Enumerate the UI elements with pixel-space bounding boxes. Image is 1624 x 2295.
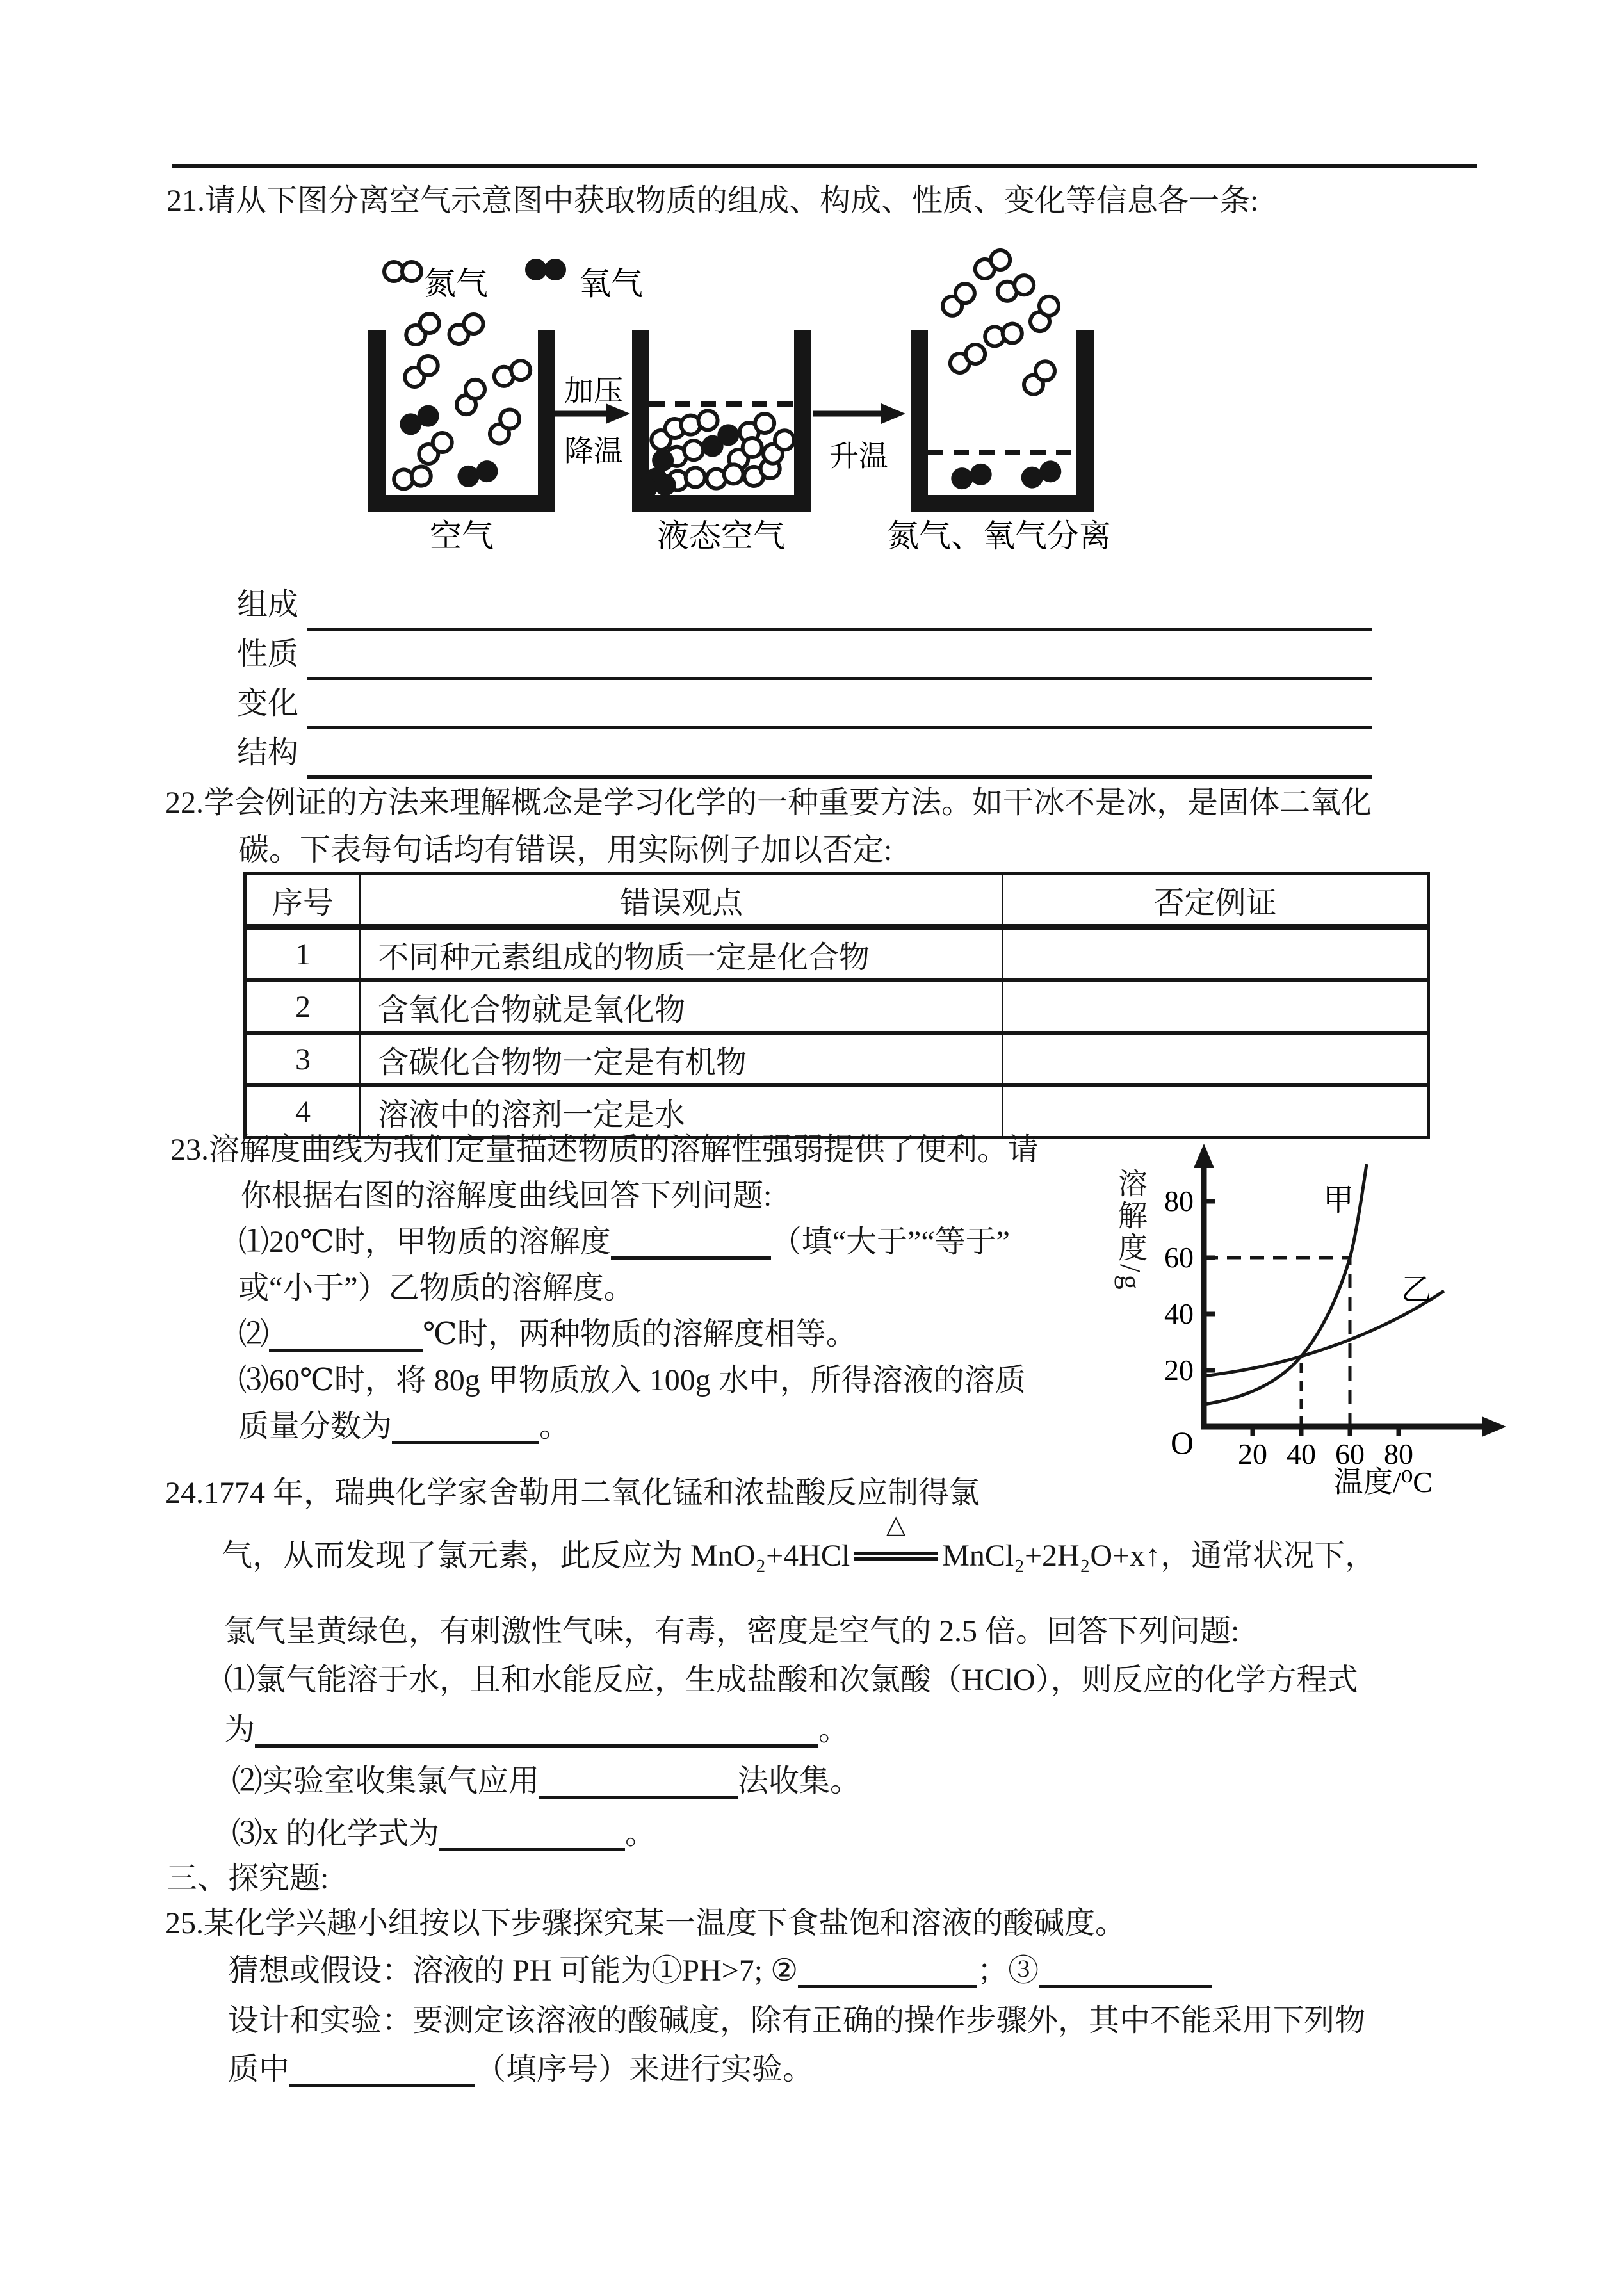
fill-label: 组成 xyxy=(237,588,299,622)
question-text: 法收集。 xyxy=(738,1764,861,1798)
beaker-separated-label: 氮气、氧气分离 xyxy=(887,518,1111,554)
question-text: ；③ xyxy=(977,1954,1039,1988)
beaker-wall xyxy=(1076,330,1094,512)
row-number: 2 xyxy=(245,980,361,1033)
arrow-right-icon xyxy=(813,403,905,424)
beaker-wall xyxy=(538,330,555,512)
origin-label: O xyxy=(1170,1425,1194,1461)
question-24-item1-cont xyxy=(224,1710,849,1751)
x-axis-arrow-icon xyxy=(1482,1416,1506,1437)
beaker-liquid-air-label: 液态空气 xyxy=(657,518,785,554)
oxygen-molecule-icon xyxy=(525,259,566,280)
claim-cell: 含氧化合物就是氧化物 xyxy=(361,980,1003,1033)
question-text: ⑶x 的化学式为 xyxy=(232,1817,440,1851)
y-tick-label: 40 xyxy=(1164,1297,1194,1330)
question-text: 气，从而发现了氯元素，此反应为 xyxy=(222,1539,691,1573)
beaker-air-label: 空气 xyxy=(430,518,494,554)
question-25-hypothesis-line xyxy=(228,1950,1212,1991)
counter-example-cell xyxy=(1003,980,1429,1033)
row-number: 1 xyxy=(245,927,361,981)
question-text: 猜想或假设：溶液的 PH 可能为①PH>7; ② xyxy=(228,1954,799,1988)
question-23-item1 xyxy=(238,1222,1010,1263)
nitrogen-molecule-icon xyxy=(401,352,442,391)
nitrogen-molecule-icon xyxy=(1020,357,1059,398)
nitrogen-molecule-icon xyxy=(384,262,421,281)
heat-triangle-icon: △ xyxy=(886,1510,906,1539)
answer-blank xyxy=(289,2056,475,2087)
question-text: 。 xyxy=(625,1817,656,1851)
claim-cell: 不同种元素组成的物质一定是化合物 xyxy=(361,927,1003,981)
question-23-text-line1: 23.溶解度曲线为我们定量描述物质的溶解性强弱提供了便利。请 xyxy=(170,1133,1039,1167)
beaker-separated xyxy=(911,248,1094,512)
y-tick-label: 20 xyxy=(1164,1354,1194,1386)
claim-cell: 含碳化合物物一定是有机物 xyxy=(361,1033,1003,1085)
answer-blank xyxy=(1039,1957,1212,1988)
answer-blank xyxy=(255,1716,818,1748)
nitrogen-molecule-icon xyxy=(486,406,523,448)
answer-blank xyxy=(307,673,1372,680)
table-row xyxy=(245,927,1429,981)
nitrogen-molecule-icon xyxy=(446,311,487,348)
legend-oxygen-label: 氧气 xyxy=(579,266,643,302)
question-text: ，通常状况下， xyxy=(1160,1539,1376,1573)
question-21-text: 21.请从下图分离空气示意图中获取物质的组成、构成、性质、变化等信息各一条: xyxy=(166,184,1259,218)
question-text: 为 xyxy=(224,1713,256,1747)
nitrogen-molecule-icon xyxy=(679,409,720,437)
question-text: ℃时，两种物质的溶解度相等。 xyxy=(423,1317,857,1351)
oxygen-molecule-icon xyxy=(455,458,501,489)
table-header-row xyxy=(245,874,1429,927)
question-23-item2 xyxy=(238,1314,857,1355)
answer-blank xyxy=(439,1820,625,1851)
header-number: 序号 xyxy=(245,874,361,927)
section-3-title: 三、探究题: xyxy=(166,1861,329,1895)
question-text: （填“大于”“等于” xyxy=(770,1225,1010,1259)
answer-blank xyxy=(392,1413,539,1444)
fill-row-property xyxy=(237,631,1372,680)
question-text: 质中 xyxy=(228,2052,290,2086)
solubility-curve-chart xyxy=(1107,1139,1606,1523)
answer-blank xyxy=(611,1228,771,1260)
question-25-text-line1: 25.某化学兴趣小组按以下步骤探究某一温度下食盐饱和溶液的酸碱度。 xyxy=(165,1906,1126,1940)
question-23-item3: ⑶60℃时，将 80g 甲物质放入 100g 水中，所得溶液的溶质 xyxy=(238,1363,1026,1397)
curve-jia-label: 甲 xyxy=(1322,1183,1354,1217)
air-separation-diagram xyxy=(359,248,1153,564)
fill-row-structure xyxy=(237,729,1372,779)
solubility-curve-svg xyxy=(1153,1139,1601,1497)
equation-right: MnCl₂+2H₂O+x↑ xyxy=(942,1539,1161,1573)
beaker-base xyxy=(368,495,555,512)
question-text: 。 xyxy=(539,1409,571,1443)
question-22-text-line2: 碳。下表每句话均有错误，用实际例子加以否定: xyxy=(238,833,893,867)
x-tick-label: 80 xyxy=(1384,1438,1413,1470)
question-24-item1: ⑴氯气能溶于水，且和水能反应，生成盐酸和次氯酸（HClO），则反应的化学方程式 xyxy=(224,1663,1358,1697)
nitrogen-molecule-icon xyxy=(402,310,443,348)
claims-table xyxy=(243,872,1430,1139)
question-23-item1-cont: 或“小于”）乙物质的溶解度。 xyxy=(238,1271,635,1305)
question-24-item3 xyxy=(232,1813,656,1854)
equation-left: MnO₂+4HCl xyxy=(690,1539,850,1573)
fill-label: 结构 xyxy=(237,736,299,770)
fill-label: 性质 xyxy=(237,637,299,671)
answer-blank xyxy=(307,624,1372,631)
x-tick-label: 40 xyxy=(1287,1438,1316,1470)
reaction-condition-icon xyxy=(854,1510,938,1576)
counter-example-cell xyxy=(1003,927,1429,981)
beaker-wall xyxy=(794,330,811,512)
nitrogen-molecule-icon xyxy=(946,341,988,377)
x-tick-label: 60 xyxy=(1335,1438,1365,1470)
header-rule xyxy=(172,164,1477,168)
x-tick-label: 20 xyxy=(1238,1438,1267,1470)
question-24-item2 xyxy=(232,1761,861,1802)
question-25-design-line: 设计和实验：要测定该溶液的酸碱度，除有正确的操作步骤外，其中不能采用下列物 xyxy=(228,2004,1366,2038)
claim-cell: 溶液中的溶剂一定是水 xyxy=(361,1085,1003,1138)
y-tick-label: 80 xyxy=(1164,1185,1194,1217)
question-22-text-line1: 22.学会例证的方法来理解概念是学习化学的一种重要方法。如干冰不是冰，是固体二氧化 xyxy=(165,786,1372,820)
answer-blank xyxy=(269,1320,423,1352)
answer-blank xyxy=(798,1957,977,1988)
x-axis-label: 温度/⁰C xyxy=(1334,1466,1433,1497)
beaker-liquid-air xyxy=(632,330,811,512)
nitrogen-molecule-icon xyxy=(984,322,1023,348)
question-24-text-line3: 氯气呈黄绿色，有刺激性气味，有毒，密度是空气的 2.5 倍。回答下列问题: xyxy=(224,1614,1240,1648)
question-24-equation-line xyxy=(222,1510,1376,1577)
oxygen-molecule-icon xyxy=(1018,458,1064,491)
question-25-design-cont xyxy=(228,2049,813,2090)
row-number: 3 xyxy=(245,1033,361,1085)
nitrogen-molecule-icon xyxy=(492,358,533,389)
counter-example-cell xyxy=(1003,1033,1429,1085)
curve-yi-label: 乙 xyxy=(1401,1273,1433,1307)
pressurize-label: 加压 xyxy=(564,375,623,407)
answer-blank xyxy=(539,1767,738,1799)
question-text: ⑵实验室收集氯气应用 xyxy=(232,1764,540,1798)
beaker-base xyxy=(632,495,811,512)
fill-row-change xyxy=(237,680,1372,729)
fill-row-composition xyxy=(237,581,1372,631)
y-axis-label: 溶解度/g xyxy=(1114,1168,1147,1292)
table-row xyxy=(245,980,1429,1033)
question-text: ⑵ xyxy=(238,1317,270,1351)
nitrogen-molecule-icon xyxy=(704,462,745,491)
heat-label: 升温 xyxy=(829,440,888,473)
question-text: （填序号）来进行实验。 xyxy=(475,2052,814,2086)
header-counter-example: 否定例证 xyxy=(1003,874,1429,927)
counter-example-cell xyxy=(1003,1085,1429,1138)
beaker-base xyxy=(911,495,1094,512)
nitrogen-molecule-icon xyxy=(971,248,1013,282)
question-text: ⑴20℃时，甲物质的溶解度 xyxy=(238,1225,611,1259)
answer-blank xyxy=(307,722,1372,729)
question-24-text-line1: 24.1774 年，瑞典化学家舍勒用二氧化锰和浓盐酸反应制得氯 xyxy=(165,1476,980,1510)
oxygen-molecule-icon xyxy=(949,462,994,492)
answer-blank xyxy=(307,772,1372,779)
row-number: 4 xyxy=(245,1085,361,1138)
beaker-air xyxy=(368,310,555,512)
header-wrong-view: 错误观点 xyxy=(361,874,1003,927)
cool-label: 降温 xyxy=(564,435,623,467)
nitrogen-molecule-icon xyxy=(995,273,1037,304)
question-text: 质量分数为 xyxy=(238,1409,393,1443)
nitrogen-molecule-icon xyxy=(453,376,489,418)
nitrogen-molecule-icon xyxy=(1027,293,1062,334)
table-row xyxy=(245,1033,1429,1085)
nitrogen-molecule-icon xyxy=(393,465,432,491)
fill-label: 变化 xyxy=(237,686,299,720)
legend-nitrogen-label: 氮气 xyxy=(424,266,488,302)
beaker-wall xyxy=(911,330,928,512)
oxygen-molecule-icon xyxy=(396,401,443,439)
nitrogen-molecule-icon xyxy=(415,429,456,467)
nitrogen-molecule-icon xyxy=(939,280,978,320)
double-line xyxy=(854,1552,938,1561)
beaker-wall xyxy=(368,330,386,512)
y-tick-label: 60 xyxy=(1164,1241,1194,1274)
question-text: 。 xyxy=(818,1713,850,1747)
question-23-item3-cont xyxy=(238,1406,570,1447)
question-23-text-line2: 你根据右图的溶解度曲线回答下列问题: xyxy=(241,1179,772,1213)
y-axis-arrow-icon xyxy=(1194,1144,1214,1168)
